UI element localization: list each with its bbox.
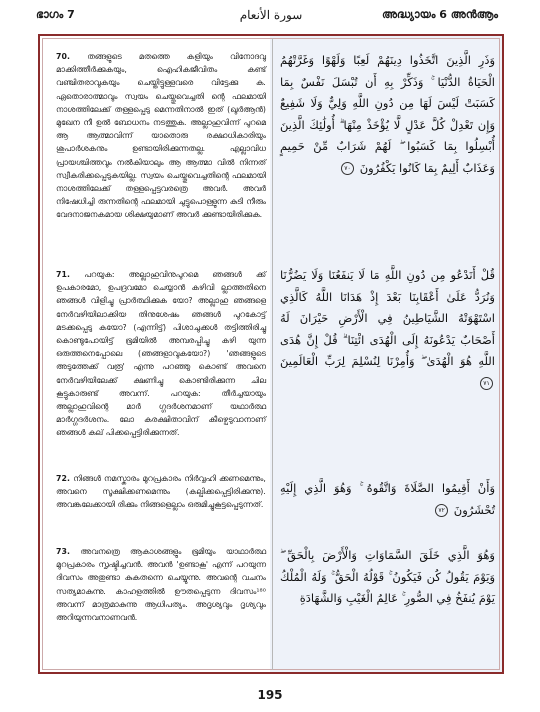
verse-number: 73. [56, 547, 71, 556]
verse-text: പറയുക: അല്ലാഹുവിനുപുറമെ ഞങ്ങൾ ക്ക് ഉപകാരമോ, ഉപദ്രവമോ ചെയ്യാൻ കഴിവി ല്ലാത്തതിനെ ഞങ്ങൾ വിളിച്ചു പ്രാർത്ഥിക്കുക യോ? അല്ലാഹു ഞങ്ങളെ നേർവഴിയിലാക്കിയ തിനുശേഷം ഞങ്ങൾ പുറകോട്ട് മടക്കപ്പെടു കയോ? (എന്നിട്ട്) പിശാചുക്കൾ തട്ടിത്തിരിച്ചു കൊണ്ടുപോയിട്ട് ഭൂമിയിൽ അമ്പരപ്പിച്ചു കഴി യുന്ന ഒരുത്തനെപ്പോലെ (ഞങ്ങളാവുകയോ?) 'ഞങ്ങളുടെ അടുത്തേക്ക് വരൂ' എന്നു പറഞ്ഞു കൊണ്ട് അവനെ നേർവഴിയിലേക്ക് ക്ഷണിച്ചു കൊണ്ടിരിക്കുന്ന ചില കൂട്ടുകാരുണ്ട് അവന്ന്. പറയുക: തീർച്ചയായും അല്ലാഹുവിന്റെ മാർ ഗ്ഗദർശനമാണ് യഥാർത്ഥ മാർഗ്ഗദർശനം. ലോ കരക്ഷിതാവിന് കീഴ്പെടുവാനാണ് ഞങ്ങൾ കല് പിക്കപ്പെട്ടിരിക്കുന്നത്. [56, 270, 266, 438]
verse-70-arabic [280, 50, 495, 179]
verse-71-translation [56, 268, 266, 440]
surah-title-calligraphy: سورة الأنعام [239, 8, 303, 22]
verse-73-arabic [280, 545, 495, 610]
column-divider [272, 38, 273, 670]
arabic-text: قُلْ أَنَدْعُو مِن دُونِ اللَّهِ مَا لَا يَنفَعُنَا وَلَا يَضُرُّنَا وَنُرَدُّ عَلَىٰ أَعْقَابِنَا بَعْدَ إِذْ هَدَانَا اللَّهُ كَالَّذِي اسْتَهْوَتْهُ الشَّيَاطِينُ فِي الْأَرْضِ حَيْرَانَ لَهُ أَصْحَابٌ يَدْعُونَهُ إِلَى الْهُدَى ائْتِنَا ۗ قُلْ إِنَّ هُدَى اللَّهِ هُوَ الْهُدَىٰ ۖ وَأُمِرْنَا لِنُسْلِمَ لِرَبِّ الْعَالَمِينَ [280, 268, 495, 368]
arabic-text: وَذَرِ الَّذِينَ اتَّخَذُوا دِينَهُمْ لَعِبًا وَلَهْوًا وَغَرَّتْهُمُ الْحَيَاةُ الدُّنْيَا ۚ وَذَكِّرْ بِهِ أَن تُبْسَلَ نَفْسٌ بِمَا كَسَبَتْ لَيْسَ لَهَا مِن دُونِ اللَّهِ وَلِيٌّ وَلَا شَفِيعٌ وَإِن تَعْدِلْ كُلَّ عَدْلٍ لَّا يُؤْخَذْ مِنْهَا ۗ أُولَٰئِكَ الَّذِينَ أُبْسِلُوا بِمَا كَسَبُوا ۖ لَهُمْ شَرَابٌ مِّنْ حَمِيمٍ وَعَذَابٌ أَلِيمٌ بِمَا كَانُوا يَكْفُرُونَ [280, 53, 495, 175]
verse-text: തങ്ങളുടെ മതത്തെ കളിയും വിനോദവു മാക്കിത്തീർക്കുകയും, ഐഹികജീവിതം കണ്ട് വഞ്ചിതരാവുകയും ചെയ്തിട്ടുള്ളവരെ വിട്ടേക്കു ക. ഏതൊരാത്മാവും സ്വയം ചെയ്തുവെച്ചതി ന്റെ ഫലമായി നാശത്തിലേക്ക് തള്ളപ്പെടു മെന്നതിനാൽ ഇത് (ഖുർആൻ) മുഖേന നീ ഉൽ ബോധനം നടത്തുക. അല്ലാഹുവിന്ന് പുറമെ ആ ആത്മാവിന്ന് യാതൊരു രക്ഷാധികാരിയും ശുപാർശകനും ഉണ്ടായിരിക്കുന്നതല്ല. എല്ലാവിധ പ്രായശ്ചിത്തവും നൽകിയാലും ആ ആത്മാ വിൽ നിന്നത് സ്വീകരിക്കപ്പെടുകയില്ല. സ്വയം ചെയ്തുവെച്ചതിന്റെ ഫലമായി നാശത്തിലേക്ക് തള്ളപ്പെട്ടവരത്രെ അവർ. അവർ നിഷേധിച്ചി രുന്നതിന്റെ ഫലമായി ചുട്ടുപൊള്ളുന്ന കുടി നീരും വേദനാജനകമായ ശിക്ഷയുമാണ് അവർ ക്കുണ്ടായിരിക്കുക. [56, 52, 266, 220]
part-label: ഭാഗം 7 [36, 8, 75, 21]
ayah-marker: ٧٠ [341, 162, 354, 175]
verse-number: 72. [56, 474, 71, 483]
verse-number: 71. [56, 270, 71, 279]
verse-70-translation [56, 50, 266, 222]
chapter-label: അദ്ധ്യായം 6 അൻആം [381, 8, 498, 21]
arabic-text: وَهُوَ الَّذِي خَلَقَ السَّمَاوَاتِ وَالْأَرْضَ بِالْحَقِّ ۖ وَيَوْمَ يَقُولُ كُن فَيَكُونُ ۚ قَوْلُهُ الْحَقُّ ۚ وَلَهُ الْمُلْكُ يَوْمَ يُنفَخُ فِي الصُّورِ ۚ عَالِمُ الْغَيْبِ وَالشَّهَادَةِ [280, 548, 495, 605]
page-header [0, 0, 540, 32]
ayah-marker: ٧٢ [435, 504, 448, 517]
ayah-marker: ٧١ [480, 377, 493, 390]
arabic-text: وَأَنْ أَقِيمُوا الصَّلَاةَ وَاتَّقُوهُ ۚ وَهُوَ الَّذِي إِلَيْهِ تُحْشَرُونَ [280, 481, 495, 517]
verse-number: 70. [56, 52, 71, 61]
verse-text: നിങ്ങൾ നമസ്കാരം മുറപ്രകാരം നിർവ്വഹി ക്കണമെന്നും, അവനെ സൂക്ഷിക്കണമെന്നും (കല്പിക്കപ്പെട്ടിരിക്കുന്നു). അവങ്കലേക്കായി രിക്കും നിങ്ങളെല്ലാം ഒരുമിച്ചുകൂട്ടപ്പെടുന്നത്. [56, 474, 266, 510]
page-number: 195 [257, 688, 283, 702]
verse-text: അവനത്രെ ആകാശങ്ങളും ഭൂമിയും യാഥാർത്ഥ മുറപ്രകാരം സൃഷ്ടിച്ചവൻ. അവൻ 'ഉണ്ടാകൂ' എന്ന് പറയുന്ന ദിവസം അതുണ്ടാ കുകതന്നെ ചെയ്യുന്നു. അവന്റെ വചനം സത്യമാകുന്നു. കാഹളത്തിൽ ഊതപ്പെടുന്ന ദിവസം¹⁸⁰ അവന്ന് മാത്രമാകുന്നു ആധിപത്യം. അദൃശ്യവും ദൃശ്യവും അറിയുന്നവനാണവൻ. [56, 547, 266, 623]
verse-72-arabic [280, 478, 495, 521]
verse-73-translation [56, 545, 266, 624]
verse-72-translation [56, 472, 266, 512]
verse-71-arabic [280, 265, 495, 394]
